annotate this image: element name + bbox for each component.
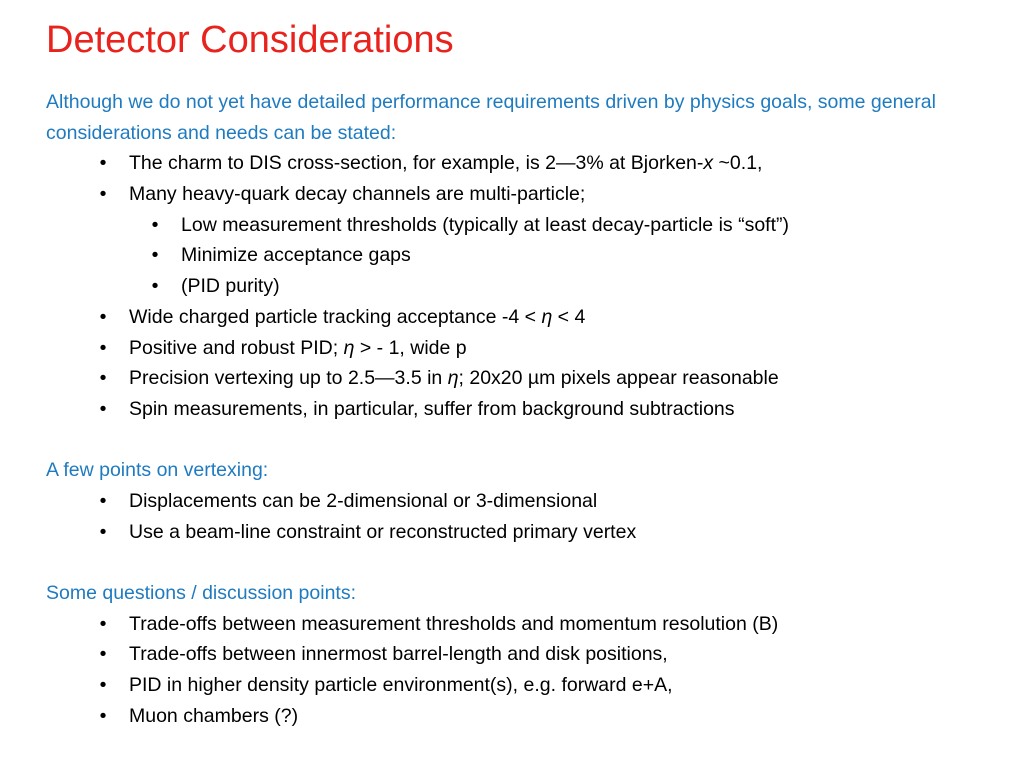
bullet-icon: • [99, 336, 107, 359]
bullet-text: Trade-offs between innermost barrel-length and disk positions, [129, 643, 668, 666]
eta-symbol: η [541, 305, 553, 328]
bullet-pid [46, 333, 1006, 364]
bullet-text-suffix: < 4 [552, 305, 586, 328]
sub-bullet-acceptance-gaps [46, 240, 1006, 271]
bullet-pid-density [46, 670, 1006, 701]
bullet-text-prefix: Positive and robust PID; [129, 336, 344, 359]
spacer [46, 425, 1006, 456]
bullet-beam-line-constraint [46, 517, 1006, 548]
bullet-icon: • [99, 489, 107, 512]
bullet-icon: • [99, 183, 107, 206]
bullet-icon: • [99, 643, 107, 666]
sub-bullet-low-thresholds [46, 210, 1006, 241]
bullet-text-suffix: ~0.1, [713, 152, 763, 175]
intro-paragraph: Although we do not yet have detailed performance requirements driven by physics goals, some general considerations and needs can be stated: [46, 91, 936, 144]
bullet-tracking-acceptance [46, 302, 1006, 333]
spacer [46, 547, 1006, 578]
bullet-tradeoff-barrel [46, 639, 1006, 670]
bullet-text: Many heavy-quark decay channels are multi-particle; [129, 183, 586, 206]
bullet-text: Spin measurements, in particular, suffer from background subtractions [129, 397, 735, 420]
bullet-icon: • [99, 674, 107, 697]
bullet-icon: • [99, 520, 107, 543]
bullet-icon: • [151, 275, 159, 298]
bullet-icon: • [151, 213, 159, 236]
bullet-multi-particle [46, 179, 1006, 210]
eta-symbol: η [343, 336, 355, 359]
bullet-text-prefix: Wide charged particle tracking acceptance -4 < [129, 305, 542, 328]
bullet-text-suffix: > - 1, wide p [354, 336, 467, 359]
bullet-icon: • [99, 367, 107, 390]
bullet-text: Muon chambers (?) [129, 704, 299, 727]
bullet-text-prefix: Precision vertexing up to 2.5—3.5 in [129, 367, 448, 390]
bullet-tradeoff-thresholds [46, 609, 1006, 640]
bullet-text: Displacements can be 2-dimensional or 3-dimensional [129, 489, 598, 512]
vertexing-heading: A few points on vertexing: [46, 459, 269, 482]
bullet-icon: • [99, 704, 107, 727]
bullet-displacements [46, 486, 1006, 517]
bullet-muon-chambers [46, 701, 1006, 732]
bullet-icon: • [151, 244, 159, 267]
bullet-text: Trade-offs between measurement thresholds and momentum resolution (B) [129, 612, 779, 635]
questions-heading: Some questions / discussion points: [46, 582, 357, 605]
bullet-text: Use a beam-line constraint or reconstructed primary vertex [129, 520, 637, 543]
sub-bullet-pid-purity [46, 271, 1006, 302]
bullet-text: Low measurement thresholds (typically at least decay-particle is “soft”) [181, 213, 789, 236]
bullet-text: (PID purity) [181, 275, 280, 298]
bjorken-x-symbol: x [703, 152, 714, 175]
bullet-text: PID in higher density particle environment(s), e.g. forward e+A, [129, 674, 673, 697]
bullet-icon: • [99, 305, 107, 328]
bullet-icon: • [99, 612, 107, 635]
bullet-charm-cross-section [46, 148, 1006, 179]
eta-symbol: η [447, 367, 459, 390]
bullet-precision-vertexing [46, 363, 1006, 394]
slide-body [46, 87, 1006, 732]
bullet-icon: • [99, 397, 107, 420]
bullet-icon: • [99, 152, 107, 175]
slide-title: Detector Considerations [46, 19, 454, 61]
bullet-text: Minimize acceptance gaps [181, 244, 411, 267]
bullet-text-prefix: The charm to DIS cross-section, for example, is 2—3% at Bjorken- [129, 152, 704, 175]
bullet-text-suffix: ; 20x20 µm pixels appear reasonable [458, 367, 779, 390]
bullet-spin-measurements [46, 394, 1006, 425]
